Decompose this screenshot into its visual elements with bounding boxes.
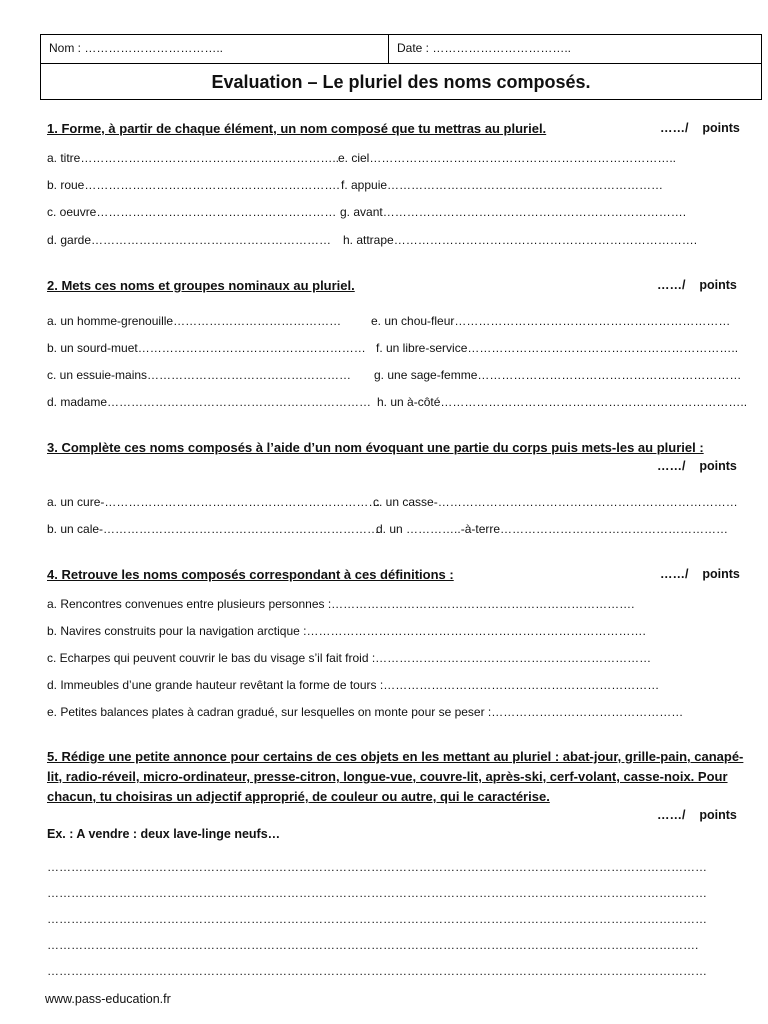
header-divider — [388, 35, 389, 64]
q3-item-c[interactable]: c. un casse-………………………………………………………………… — [373, 495, 738, 509]
q1-item-a[interactable]: a. titre……………………………………………………….. — [47, 151, 340, 165]
answer-line-3[interactable]: ………………………………………………………………………………………………………………………………………………… — [47, 912, 707, 926]
q4-item-a[interactable]: a. Rencontres convenues entre plusieurs personnes :…………………………………………………………………. — [47, 597, 635, 611]
q5-score — [657, 808, 737, 822]
q3-item-a[interactable]: a. un cure-…………………………………………………………… — [47, 495, 381, 509]
q5-title: 5. Rédige une petite annonce pour certains de ces objets en les mettant au pluriel : abat-jour, grille-pain, canapé-lit, radio-réveil, micro-ordinateur, presse-citron, longue-vue, couvre-lit, après-ski, cerf-volant, casse-noix. Pour chacun, tu choisiras un adjectif approprié, de couleur ou autre, qui le caractérise. — [47, 749, 744, 804]
q2-title: 2. Mets ces noms et groupes nominaux au pluriel. — [47, 278, 355, 293]
q1-item-c[interactable]: c. oeuvre…………………………………………………… — [47, 205, 337, 219]
points-label: points — [699, 808, 737, 822]
q1-item-d[interactable]: d. garde…………………………………………………… — [47, 233, 332, 247]
q5-example: Ex. : A vendre : deux lave-linge neufs… — [47, 827, 281, 841]
points-label: points — [699, 459, 737, 473]
footer-website: www.pass-education.fr — [45, 992, 171, 1006]
points-label: points — [702, 121, 740, 135]
score-blank: ……/ — [657, 459, 686, 473]
q1-score — [660, 121, 740, 135]
name-field[interactable]: Nom : …………………………….. — [49, 41, 224, 55]
q2-item-c[interactable]: c. un essuie-mains…………………………………………… — [47, 368, 352, 382]
header-info-row — [41, 35, 761, 64]
q4-item-c[interactable]: c. Echarpes qui peuvent couvrir le bas du visage s’il fait froid :…………………………………………………………… — [47, 651, 652, 665]
q2-item-g[interactable]: g. une sage-femme………………………………………………………… — [374, 368, 742, 382]
points-label: points — [699, 278, 737, 292]
q1-item-h[interactable]: h. attrape…………………………………………………………………. — [343, 233, 698, 247]
q3-item-b[interactable]: b. un cale-…………………………………………………………… — [47, 522, 380, 536]
answer-line-5[interactable]: ………………………………………………………………………………………………………………………………………………… — [47, 964, 707, 978]
header-box — [40, 34, 762, 100]
q1-title: 1. Forme, à partir de chaque élément, un nom composé que tu mettras au pluriel. — [47, 121, 547, 136]
q2-item-h[interactable]: h. un à-côté………………………………………………………………….. — [377, 395, 748, 409]
q4-title: 4. Retrouve les noms composés correspondant à ces définitions : — [47, 567, 454, 582]
answer-line-1[interactable]: ………………………………………………………………………………………………………………………………………………… — [47, 860, 707, 874]
q4-item-b[interactable]: b. Navires construits pour la navigation arctique :…………………………………………………………………………. — [47, 624, 646, 638]
q3-score — [657, 459, 737, 473]
q4-item-d[interactable]: d. Immeubles d’une grande hauteur revêtant la forme de tours :…………………………………………………………… — [47, 678, 660, 692]
q2-score — [657, 278, 737, 292]
q2-item-e[interactable]: e. un chou-fleur…………………………………………………………… — [371, 314, 731, 328]
answer-line-4[interactable]: ………………………………………………………………………………………………………………………………………………. — [47, 938, 699, 952]
q4-score — [660, 567, 740, 581]
q2-item-d[interactable]: d. madame………………………………………………………… — [47, 395, 372, 409]
page-title: Evaluation – Le pluriel des noms composés. — [211, 72, 591, 92]
q1-item-e[interactable]: e. ciel………………………………………………………………….. — [338, 151, 677, 165]
q1-item-b[interactable]: b. roue………………………………………………………. — [47, 178, 340, 192]
answer-line-2[interactable]: ………………………………………………………………………………………………………………………………………………… — [47, 886, 707, 900]
date-field[interactable]: Date : …………………………….. — [397, 41, 572, 55]
q3-title: 3. Complète ces noms composés à l’aide d’un nom évoquant une partie du corps puis mets-les au pluriel : — [47, 440, 704, 455]
score-blank: ……/ — [660, 567, 689, 581]
q2-item-f[interactable]: f. un libre-service………………………………………………………….. — [376, 341, 739, 355]
score-blank: ……/ — [660, 121, 689, 135]
q2-item-b[interactable]: b. un sourd-muet………………………………………………… — [47, 341, 366, 355]
q4-item-e[interactable]: e. Petites balances plates à cadran gradué, sur lesquelles on monte pour se peser :………………………………………… — [47, 705, 684, 719]
points-label: points — [702, 567, 740, 581]
q2-item-a[interactable]: a. un homme-grenouille…………………………………… — [47, 314, 342, 328]
q1-item-f[interactable]: f. appuie…………………………………………………………… — [341, 178, 664, 192]
score-blank: ……/ — [657, 278, 686, 292]
q3-item-d[interactable]: d. un …………..-à-terre………………………………………………… — [376, 522, 729, 536]
q1-item-g[interactable]: g. avant…………………………………………………………………. — [340, 205, 687, 219]
score-blank: ……/ — [657, 808, 686, 822]
